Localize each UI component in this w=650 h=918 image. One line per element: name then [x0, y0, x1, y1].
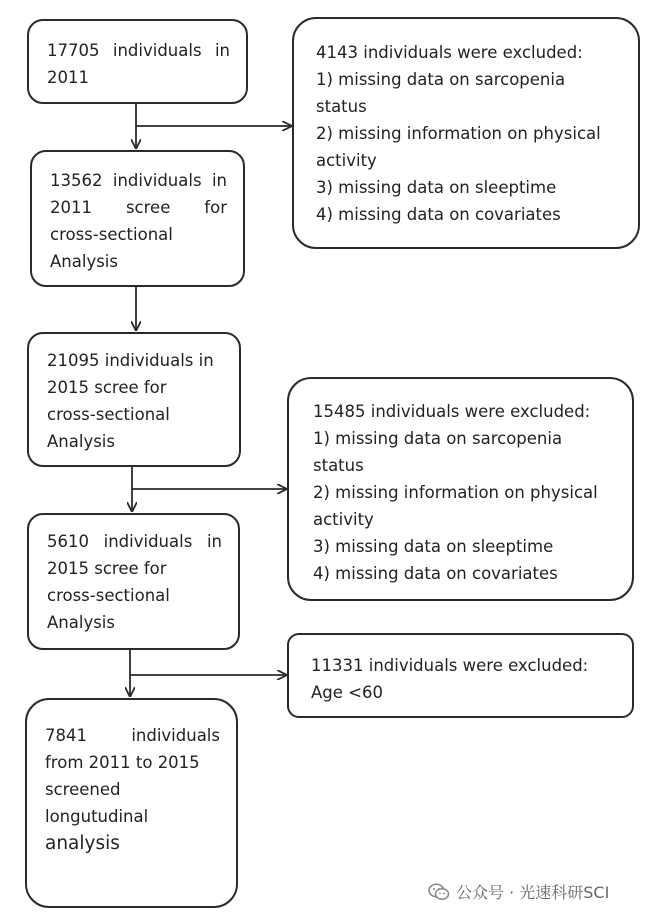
box-line: 5610 individuals in [47, 532, 222, 551]
exclusion-box-3 [287, 633, 634, 718]
exclusion-line: 4) missing data on covariates [316, 205, 561, 224]
exclusion-line: 2) missing information on physical [316, 124, 601, 143]
box-line: Analysis [47, 613, 115, 632]
exclusion-line: status [316, 97, 367, 116]
box-line: 2011 scree for [50, 198, 227, 217]
exclusion-line: 3) missing data on sleeptime [316, 178, 557, 197]
box-2011-cross-sectional [30, 150, 245, 287]
exclusion-line: activity [313, 510, 374, 529]
exclusion-line: 1) missing data on sarcopenia [313, 429, 563, 448]
box-longitudinal [25, 698, 238, 908]
exclusion-box-1 [292, 17, 640, 249]
box-line: screened [45, 780, 121, 799]
watermark [428, 880, 609, 903]
exclusion-line: 11331 individuals were excluded: [311, 656, 589, 675]
box-line: 17705 individuals in [47, 41, 230, 60]
exclusion-line: activity [316, 151, 377, 170]
box-line: 2015 scree for [47, 559, 167, 578]
box-line: 13562 individuals in [50, 171, 227, 190]
exclusion-line: 15485 individuals were excluded: [313, 402, 591, 421]
box-2011-total [27, 19, 248, 104]
box-line: 2011 [47, 68, 89, 87]
exclusion-line: 3) missing data on sleeptime [313, 537, 554, 556]
box-line: analysis [45, 833, 120, 854]
box-line: 21095 individuals in [47, 351, 214, 370]
wechat-icon [428, 883, 450, 901]
box-2015-cross-sectional [27, 332, 241, 467]
box-line: 2015 scree for [47, 378, 167, 397]
exclusion-box-2 [287, 377, 634, 601]
box-line: longutudinal [45, 807, 149, 826]
box-line: Analysis [47, 432, 115, 451]
box-line: cross-sectional [47, 405, 170, 424]
watermark-text: 公众号 · 光速科研SCI [456, 883, 610, 902]
box-line: Analysis [50, 252, 118, 271]
box-line: from 2011 to 2015 [45, 753, 200, 772]
exclusion-line: status [313, 456, 364, 475]
exclusion-line: Age <60 [311, 683, 383, 702]
box-2015-screened [27, 513, 240, 650]
exclusion-line: 4143 individuals were excluded: [316, 43, 583, 62]
exclusion-line: 2) missing information on physical [313, 483, 598, 502]
exclusion-line: 4) missing data on covariates [313, 564, 558, 583]
box-line: cross-sectional [47, 586, 170, 605]
box-line: cross-sectional [50, 225, 173, 244]
exclusion-line: 1) missing data on sarcopenia [316, 70, 566, 89]
box-line: 7841 individuals [45, 726, 220, 745]
